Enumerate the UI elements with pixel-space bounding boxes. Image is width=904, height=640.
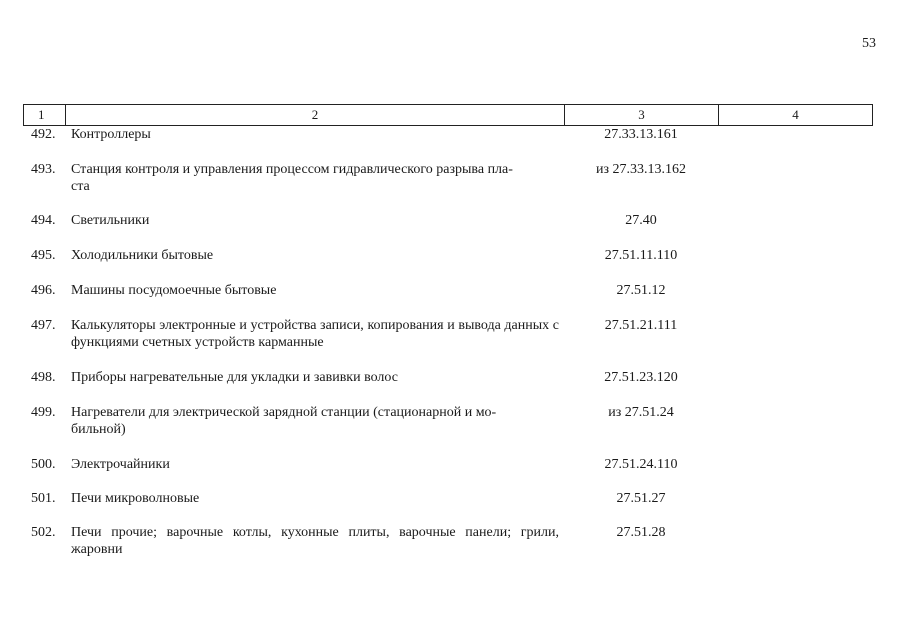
row-code: 27.51.24.110 [604,457,678,472]
table-header-row [23,104,873,126]
row-code: 27.40 [625,213,657,228]
row-name [71,161,559,195]
row-number: 501. [31,491,56,506]
row-name [71,404,559,438]
row-name: Контроллеры [71,127,151,142]
page-number: 53 [862,36,876,51]
row-number: 500. [31,457,56,472]
row-code: 27.51.21.111 [604,318,678,333]
row-name: Электрочайники [71,457,170,472]
row-code: 27.51.12 [616,283,666,298]
column-header-1: 1 [24,105,66,125]
row-name-line: Станция контроля и управления процессом гидравлического разрыва пла- [71,162,513,177]
row-name-line: ста [71,179,90,194]
row-number: 492. [31,127,56,142]
row-name: Холодильники бытовые [71,248,214,263]
row-code: 27.33.13.161 [604,127,678,142]
row-name: Машины посудомоечные бытовые [71,283,277,298]
row-name-line: Нагреватели для электрической зарядной станции (стационарной и мо- [71,405,497,420]
row-number: 502. [31,525,56,540]
row-code: 27.51.28 [616,525,666,540]
row-number: 493. [31,162,56,177]
column-header-4: 4 [792,107,799,122]
row-name: Светильники [71,213,150,228]
row-name: Печи прочие; варочные котлы, кухонные плиты, варочные панели; грили, жаровни [71,525,559,557]
row-code: 27.51.27 [616,491,666,506]
row-name: Печи микроволновые [71,491,200,506]
row-number: 497. [31,318,56,333]
row-number: 499. [31,405,56,420]
row-code: из 27.51.24 [608,405,674,420]
row-code: из 27.33.13.162 [595,162,687,177]
row-number: 498. [31,370,56,385]
row-code: 27.51.11.110 [604,248,678,263]
row-number: 496. [31,283,56,298]
row-number: 494. [31,213,56,228]
row-name: Приборы нагревательные для укладки и завивки волос [71,370,398,385]
row-code: 27.51.23.120 [604,370,678,385]
row-name: Калькуляторы электронные и устройства записи, копирования и вывода данных с функциями счетных устройств карманные [71,318,559,350]
column-header-2: 2 [66,105,565,125]
column-header-3: 3 [565,105,719,125]
row-name-line: бильной) [71,422,126,437]
row-number: 495. [31,248,56,263]
